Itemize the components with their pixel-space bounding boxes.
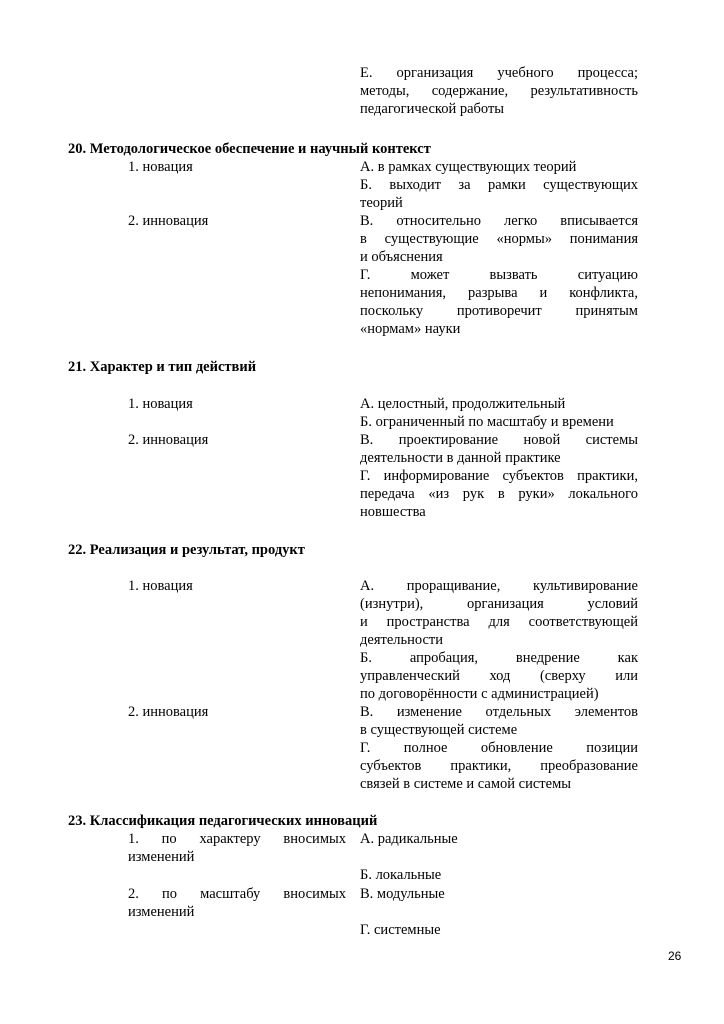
section-22-option-d-line-2: субъектов практики, преобразование [360, 758, 638, 774]
section-21-option-c-line-2: деятельности в данной практике [360, 450, 561, 466]
section-22-option-d-line-3: связей в системе и самой системы [360, 776, 571, 792]
section-20-option-d-line-1: Г. может вызвать ситуацию [360, 267, 638, 283]
top-item-line-3: педагогической работы [360, 101, 505, 117]
section-22-option-b-line-3: по договорённости с администрацией) [360, 686, 599, 702]
section-22-left-1: 1. новация [128, 578, 193, 594]
section-22-option-d-line-1: Г. полное обновление позиции [360, 740, 638, 756]
section-22-option-c-line-1: В. изменение отдельных элементов [360, 704, 638, 720]
section-22-option-a-line-3: и пространства для соответствующей [360, 614, 638, 630]
section-21-option-d-line-1: Г. информирование субъектов практики, [360, 468, 638, 484]
section-23-option-c: В. модульные [360, 886, 445, 902]
page-number: 26 [668, 949, 682, 963]
section-20-option-d-line-4: «нормам» науки [360, 321, 461, 337]
section-22-option-c-line-2: в существующей системе [360, 722, 518, 738]
section-22-left-2: 2. инновация [128, 704, 209, 720]
section-22-option-a-line-2: (изнутри), организация условий [360, 596, 638, 612]
section-21-left-1: 1. новация [128, 396, 193, 412]
section-22-option-a-line-4: деятельности [360, 632, 444, 648]
section-20-left-1: 1. новация [128, 159, 193, 175]
section-20-option-c-line-2: в существующие «нормы» понимания [360, 231, 638, 247]
section-20-option-d-line-2: непонимания, разрыва и конфликта, [360, 285, 638, 301]
section-21-option-c-line-1: В. проектирование новой системы [360, 432, 638, 448]
section-23-left-1-line-1: 1. по характеру вносимых [128, 831, 346, 847]
section-21-option-d-line-2: передача «из рук в руки» локального [360, 486, 638, 502]
section-20-option-c-line-3: и объяснения [360, 249, 443, 265]
section-20-option-d-line-3: поскольку противоречит принятым [360, 303, 638, 319]
top-item-line-1: Е. организация учебного процесса; [360, 65, 638, 81]
section-22-heading: 22. Реализация и результат, продукт [68, 542, 305, 558]
section-23-option-a: А. радикальные [360, 831, 458, 847]
section-22-option-b-line-1: Б. апробация, внедрение как [360, 650, 638, 666]
section-21-left-2: 2. инновация [128, 432, 209, 448]
section-21-option-b: Б. ограниченный по масштабу и времени [360, 414, 614, 430]
section-20-option-a: А. в рамках существующих теорий [360, 159, 577, 175]
section-21-option-d-line-3: новшества [360, 504, 426, 520]
section-22-option-b-line-2: управленческий ход (сверху или [360, 668, 638, 684]
section-23-option-d: Г. системные [360, 922, 441, 938]
section-20-option-c-line-1: В. относительно легко вписывается [360, 213, 638, 229]
section-23-option-b: Б. локальные [360, 867, 442, 883]
section-22-option-a-line-1: А. проращивание, культивирование [360, 578, 638, 594]
section-21-heading: 21. Характер и тип действий [68, 359, 257, 375]
top-item-line-2: методы, содержание, результативность [360, 83, 638, 99]
section-20-option-b-line-1: Б. выходит за рамки существующих [360, 177, 638, 193]
section-20-option-b-line-2: теорий [360, 195, 403, 211]
section-20-heading: 20. Методологическое обеспечение и научный контекст [68, 141, 431, 157]
section-23-heading: 23. Классификация педагогических инноваций [68, 813, 378, 829]
section-23-left-2-line-1: 2. по масштабу вносимых [128, 886, 346, 902]
section-20-left-2: 2. инновация [128, 213, 209, 229]
section-21-option-a: А. целостный, продолжительный [360, 396, 566, 412]
section-23-left-2-line-2: изменений [128, 904, 195, 920]
section-23-left-1-line-2: изменений [128, 849, 195, 865]
